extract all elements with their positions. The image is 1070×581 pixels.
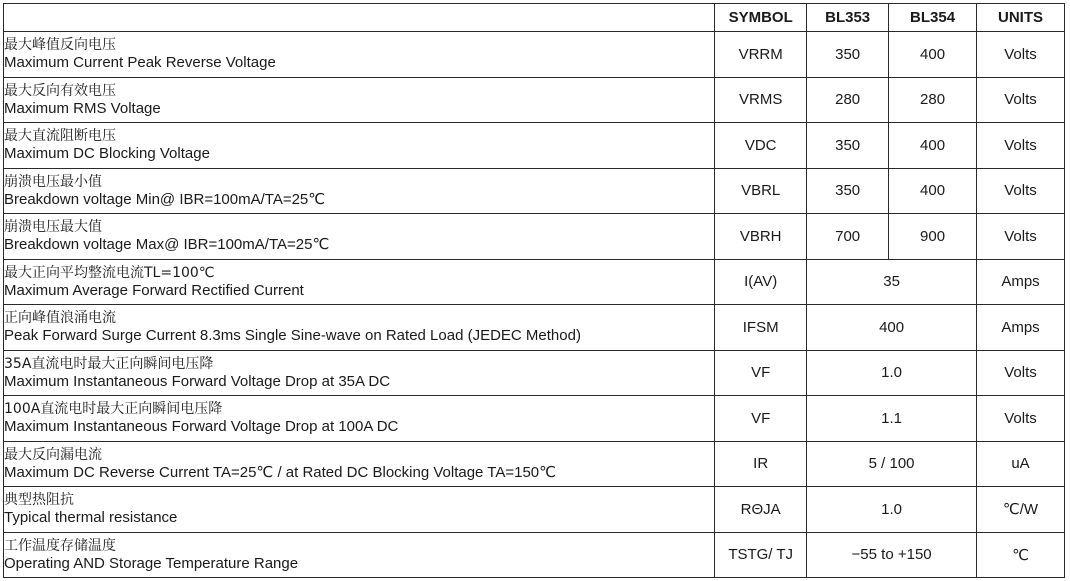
symbol-cell: IR xyxy=(715,441,807,487)
parameter-cell xyxy=(4,32,715,78)
parameter-name-en: Maximum Instantaneous Forward Voltage Drop at 35A DC xyxy=(4,372,391,390)
symbol-cell: VBRH xyxy=(715,214,807,260)
parameter-cell xyxy=(4,441,715,487)
header-units: UNITS xyxy=(977,4,1065,32)
header-description xyxy=(4,4,715,32)
parameter-name-cn: 35A直流电时最大正向瞬间电压降 xyxy=(4,355,214,372)
parameter-name-en: Operating AND Storage Temperature Range xyxy=(4,554,299,572)
symbol-cell: VRRM xyxy=(715,32,807,78)
ratings-table xyxy=(3,3,1065,578)
unit-cell: Volts xyxy=(977,350,1065,396)
parameter-cell xyxy=(4,214,715,260)
parameter-name-cn: 最大反向漏电流 xyxy=(4,446,102,463)
shared-value: 400 xyxy=(807,305,977,351)
parameter-cell xyxy=(4,168,715,214)
table-row xyxy=(4,532,1065,578)
parameter-cell xyxy=(4,532,715,578)
unit-cell: ℃ xyxy=(977,532,1065,578)
parameter-name-cn: 最大直流阻断电压 xyxy=(4,128,116,145)
parameter-name-cn: 最大反向有效电压 xyxy=(4,82,116,99)
unit-cell: Volts xyxy=(977,32,1065,78)
parameter-name-cn: 100A直流电时最大正向瞬间电压降 xyxy=(4,401,223,418)
bl353-value: 280 xyxy=(807,77,889,123)
table-row xyxy=(4,214,1065,260)
bl354-value: 400 xyxy=(889,168,977,214)
unit-cell: Volts xyxy=(977,214,1065,260)
table-row xyxy=(4,305,1065,351)
parameter-name-en: Maximum DC Reverse Current TA=25℃ / at Rated DC Blocking Voltage TA=150℃ xyxy=(4,463,556,481)
symbol-cell: VF xyxy=(715,396,807,442)
bl354-value: 900 xyxy=(889,214,977,260)
parameter-cell xyxy=(4,396,715,442)
unit-cell: Volts xyxy=(977,77,1065,123)
header-symbol: SYMBOL xyxy=(715,4,807,32)
table-row xyxy=(4,77,1065,123)
table-row xyxy=(4,32,1065,78)
table-row xyxy=(4,396,1065,442)
symbol-cell: I(AV) xyxy=(715,259,807,305)
unit-cell: Volts xyxy=(977,396,1065,442)
table-row xyxy=(4,487,1065,533)
parameter-name-en: Maximum RMS Voltage xyxy=(4,99,161,117)
symbol-cell: VDC xyxy=(715,123,807,169)
table-row xyxy=(4,441,1065,487)
parameter-name-en: Maximum Current Peak Reverse Voltage xyxy=(4,54,276,72)
parameter-name-cn: 崩溃电压最大值 xyxy=(4,219,102,236)
parameter-name-cn: 工作温度存储温度 xyxy=(4,537,116,554)
bl353-value: 700 xyxy=(807,214,889,260)
parameter-name-en: Maximum Instantaneous Forward Voltage Drop at 100A DC xyxy=(4,418,399,436)
parameter-cell xyxy=(4,123,715,169)
shared-value: 35 xyxy=(807,259,977,305)
unit-cell: uA xyxy=(977,441,1065,487)
symbol-cell: VRMS xyxy=(715,77,807,123)
parameter-cell xyxy=(4,77,715,123)
symbol-cell: RΘJA xyxy=(715,487,807,533)
unit-cell: Volts xyxy=(977,168,1065,214)
bl353-value: 350 xyxy=(807,32,889,78)
unit-cell: Amps xyxy=(977,305,1065,351)
symbol-cell: IFSM xyxy=(715,305,807,351)
header-row xyxy=(4,4,1065,32)
header-bl353: BL353 xyxy=(807,4,889,32)
parameter-cell xyxy=(4,487,715,533)
bl354-value: 400 xyxy=(889,123,977,169)
parameter-name-cn: 正向峰值浪涌电流 xyxy=(4,310,116,327)
table-row xyxy=(4,259,1065,305)
parameter-name-cn: 典型热阻抗 xyxy=(4,492,74,509)
symbol-cell: VF xyxy=(715,350,807,396)
parameter-cell xyxy=(4,350,715,396)
unit-cell: Volts xyxy=(977,123,1065,169)
unit-cell: Amps xyxy=(977,259,1065,305)
parameter-name-cn: 最大正向平均整流电流TL=100℃ xyxy=(4,264,215,281)
table-row xyxy=(4,350,1065,396)
unit-cell: ℃/W xyxy=(977,487,1065,533)
parameter-name-en: Breakdown voltage Min@ IBR=100mA/TA=25℃ xyxy=(4,190,326,208)
parameter-name-en: Breakdown voltage Max@ IBR=100mA/TA=25℃ xyxy=(4,236,330,254)
table-row xyxy=(4,123,1065,169)
header-bl354: BL354 xyxy=(889,4,977,32)
bl353-value: 350 xyxy=(807,123,889,169)
symbol-cell: VBRL xyxy=(715,168,807,214)
bl353-value: 350 xyxy=(807,168,889,214)
symbol-cell: TSTG/ TJ xyxy=(715,532,807,578)
parameter-cell xyxy=(4,259,715,305)
parameter-name-cn: 崩溃电压最小值 xyxy=(4,173,102,190)
parameter-name-en: Typical thermal resistance xyxy=(4,509,178,527)
parameter-cell xyxy=(4,305,715,351)
shared-value: 1.0 xyxy=(807,487,977,533)
parameter-name-en: Peak Forward Surge Current 8.3ms Single Sine-wave on Rated Load (JEDEC Method) xyxy=(4,327,581,345)
shared-value: 1.0 xyxy=(807,350,977,396)
parameter-name-en: Maximum Average Forward Rectified Current xyxy=(4,281,304,299)
shared-value: −55 to +150 xyxy=(807,532,977,578)
table-row xyxy=(4,168,1065,214)
bl354-value: 400 xyxy=(889,32,977,78)
shared-value: 1.1 xyxy=(807,396,977,442)
shared-value: 5 / 100 xyxy=(807,441,977,487)
parameter-name-cn: 最大峰值反向电压 xyxy=(4,37,116,54)
bl354-value: 280 xyxy=(889,77,977,123)
parameter-name-en: Maximum DC Blocking Voltage xyxy=(4,145,210,163)
